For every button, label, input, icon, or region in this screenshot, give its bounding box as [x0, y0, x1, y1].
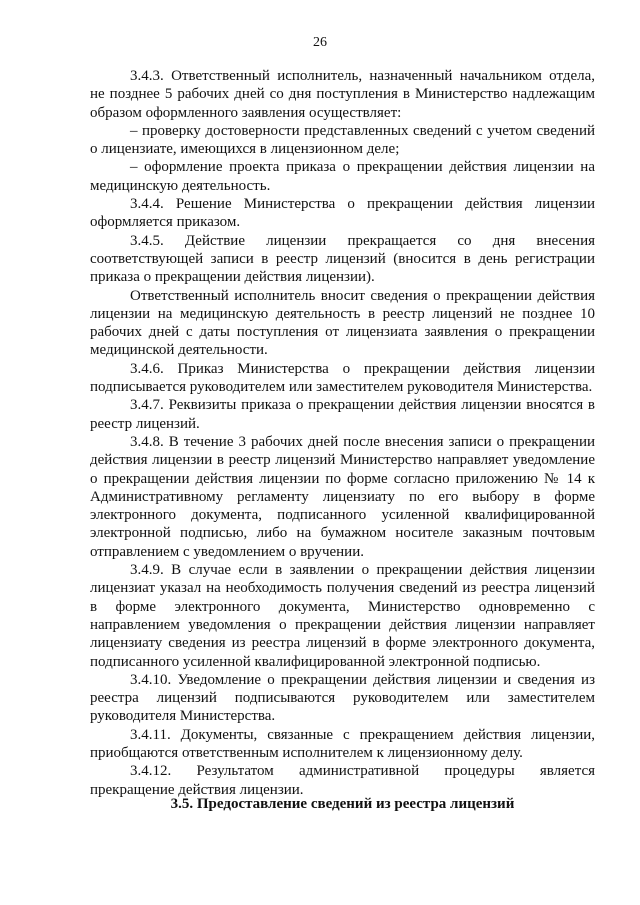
paragraph-3-4-8: 3.4.8. В течение 3 рабочих дней после внесения записи о прекращении действия лицензии в реестр лицензий Министерство направляет уведомление о прекращении действия лицензии по форме согласно приложению № 14 к Административному регламенту лицензиату по его выбору в форме электронного документа, подписанного усиленной квалифицированной электронной подписью, либо на бумажном носителе заказным почтовым отправлением с уведомлением о вручении.	[90, 433, 595, 560]
paragraph-3-4-6: 3.4.6. Приказ Министерства о прекращении действия лицензии подписывается руководителем или заместителем руководителя Министерства.	[90, 360, 595, 396]
paragraph-3-4-5: 3.4.5. Действие лицензии прекращается со дня внесения соответствующей записи в реестр лицензий (вносится в день регистрации приказа о прекращении действия лицензии).	[90, 232, 595, 286]
paragraph-3-4-11: 3.4.11. Документы, связанные с прекращением действия лицензии, приобщаются ответственным исполнителем к лицензионному делу.	[90, 726, 595, 761]
paragraph-3-4-4: 3.4.4. Решение Министерства о прекращении действия лицензии оформляется приказом.	[90, 196, 595, 231]
paragraph-3-4-12: 3.4.12. Результатом административной процедуры является прекращение действия лицензии.	[90, 763, 595, 798]
document-body	[90, 67, 595, 799]
list-item-verification: – проверку достоверности представленных сведений с учетом сведений о лицензиате, имеющихся в лицензионном деле;	[90, 122, 595, 158]
paragraph-3-4-10: 3.4.10. Уведомление о прекращении действия лицензии и сведения из реестра лицензий подписываются руководителем или заместителем руководителя Министерства.	[90, 671, 595, 725]
section-heading: 3.5. Предоставление сведений из реестра лицензий	[170, 796, 515, 812]
paragraph-3-4-7: 3.4.7. Реквизиты приказа о прекращении действия лицензии вносятся в реестр лицензий.	[90, 397, 595, 432]
paragraph-3-4-3: 3.4.3. Ответственный исполнитель, назначенный начальником отдела, не позднее 5 рабочих дней со дня поступления в Министерство надлежащим образом оформленного заявления осуществляет:	[90, 68, 595, 121]
paragraph-responsible-executor: Ответственный исполнитель вносит сведения о прекращении действия лицензии на медицинскую деятельность в реестр лицензий не позднее 10 рабочих дней с даты поступления от лицензиата заявления о прекращении медицинской деятельности.	[90, 287, 595, 359]
list-item-draft-order: – оформление проекта приказа о прекращении действия лицензии на медицинскую деятельность.	[90, 159, 595, 194]
paragraph-3-4-9: 3.4.9. В случае если в заявлении о прекращении действия лицензии лицензиат указал на необходимость получения сведений из реестра лицензий в форме электронного документа, Министерство одновременно с направлением уведомления о прекращении действия лицензии направляет лицензиату сведения из реестра лицензий в форме электронного документа, подписанного усиленной квалифицированной электронной подписью.	[90, 562, 595, 670]
page-number: 26	[313, 35, 327, 50]
